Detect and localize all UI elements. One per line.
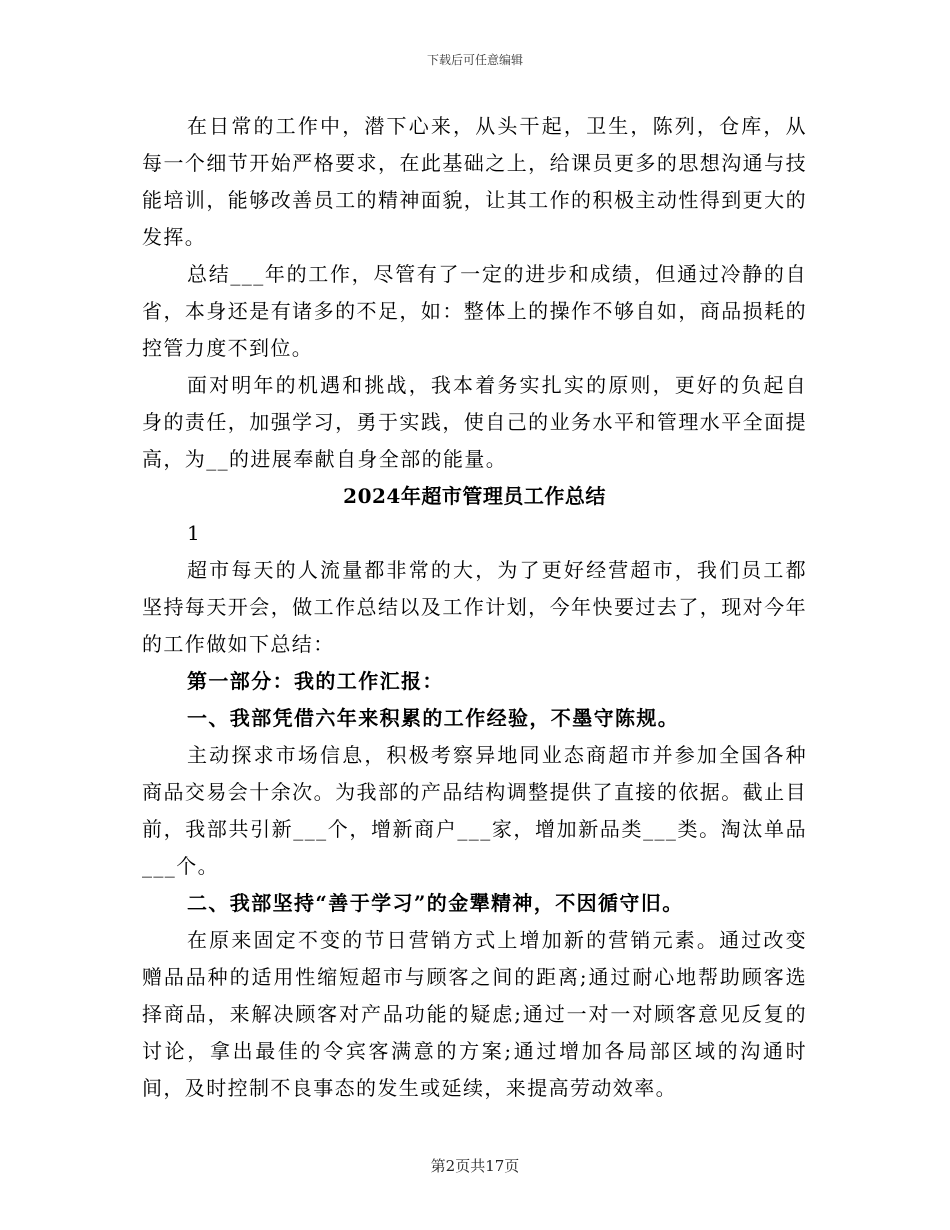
heading-experience: 一、我部凭借六年来积累的工作经验，不墨守陈规。 <box>187 706 680 730</box>
paragraph-marketing: 在原来固定不变的节日营销方式上增加新的营销元素。通过改变赠品品种的适用性缩短超市与顾客之间的距离;通过耐心地帮助顾客选择商品，来解决顾客对产品功能的疑虑;通过一对一对顾客意见反复的讨论，拿出最佳的令宾客满意的方案;通过增加各局部区域的沟通时间，及时控制不良事态的发生或延续，来提高劳动效率。 <box>142 928 807 1100</box>
document-body <box>142 108 807 1107</box>
heading-part-one: 第一部分：我的工作汇报： <box>187 669 444 693</box>
page-header: 下载后可任意编辑 <box>426 53 523 67</box>
paragraph-year-summary: 总结___年的工作，尽管有了一定的进步和成绩，但通过冷静的自省，本身还是有诸多的不足，如：整体上的操作不够自如，商品损耗的控管力度不到位。 <box>142 262 807 360</box>
page-footer: 第2页共17页 <box>430 1157 520 1175</box>
paragraph-daily-work: 在日常的工作中，潜下心来，从头干起，卫生，陈列，仓库，从每一个细节开始严格要求，在此基础之上，给课员更多的思想沟通与技能培训，能够改善员工的精神面貌，让其工作的积极主动性得到更大的发挥。 <box>142 114 807 249</box>
heading-learning: 二、我部坚持“善于学习”的金犟精神，不因循守旧。 <box>187 891 684 915</box>
section-number: 1 <box>187 521 200 545</box>
paragraph-next-year: 面对明年的机遇和挑战，我本着务实扎实的原则，更好的负起自身的责任，加强学习，勇于实践，使自己的业务水平和管理水平全面提高，为__的进展奉献自身全部的能量。 <box>142 373 807 471</box>
paragraph-intro: 超市每天的人流量都非常的大，为了更好经营超市，我们员工都坚持每天开会，做工作总结以及工作计划，今年快要过去了，现对今年的工作做如下总结： <box>142 558 807 656</box>
paragraph-market-research: 主动探求市场信息，积极考察异地同业态商超市并参加全国各种商品交易会十余次。为我部的产品结构调整提供了直接的依据。截止目前，我部共引新___个，增新商户___家，增加新品类___类。淘汰单品___个。 <box>142 743 807 878</box>
section-title: 2024年超市管理员工作总结 <box>343 484 606 508</box>
